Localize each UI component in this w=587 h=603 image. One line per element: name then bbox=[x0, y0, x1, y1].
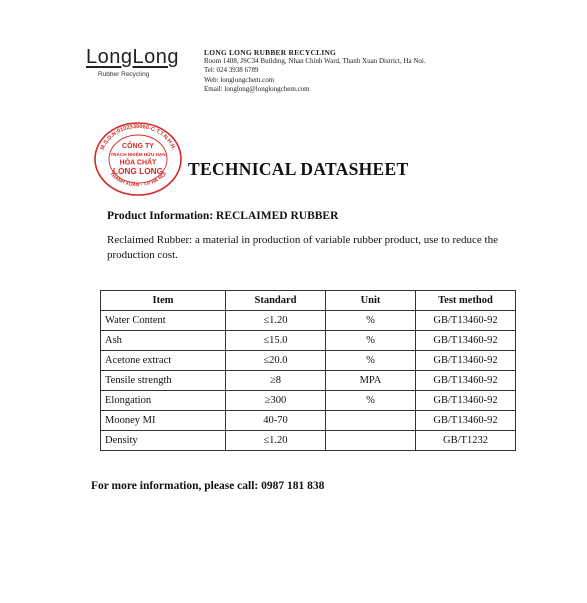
cell-unit: % bbox=[326, 331, 416, 351]
table-row bbox=[101, 431, 516, 451]
logo-wordmark bbox=[86, 46, 181, 68]
logo-word-second: Long bbox=[132, 46, 179, 68]
product-info-heading: Product Information: RECLAIMED RUBBER bbox=[107, 210, 339, 222]
cell-item: Density bbox=[101, 431, 226, 451]
cell-standard: ≤1.20 bbox=[226, 431, 326, 451]
header-standard: Standard bbox=[226, 291, 326, 311]
cell-test-method: GB/T13460-92 bbox=[416, 371, 516, 391]
logo-subtitle: Rubber Recycling bbox=[98, 71, 150, 78]
company-email: Email: longlong@longlongchem.com bbox=[204, 84, 310, 93]
company-name: LONG LONG RUBBER RECYCLING bbox=[204, 48, 337, 57]
cell-unit: % bbox=[326, 311, 416, 331]
table-row bbox=[101, 371, 516, 391]
table-header-row bbox=[101, 291, 516, 311]
cell-standard: ≤15.0 bbox=[226, 331, 326, 351]
company-stamp bbox=[93, 121, 183, 196]
cell-item: Ash bbox=[101, 331, 226, 351]
logo-word-first: Long bbox=[86, 46, 133, 68]
company-tel: Tel: 024 3938 6789 bbox=[204, 66, 259, 75]
cell-unit: MPA bbox=[326, 371, 416, 391]
cell-standard: 40-70 bbox=[226, 411, 326, 431]
cell-standard: ≥300 bbox=[226, 391, 326, 411]
stamp-line-3: HÓA CHẤT bbox=[119, 159, 157, 167]
stamp-line-1: CÔNG TY bbox=[122, 143, 154, 150]
company-logo bbox=[86, 46, 181, 78]
table-row bbox=[101, 391, 516, 411]
header-test-method: Test method bbox=[416, 291, 516, 311]
cell-item: Acetone extract bbox=[101, 351, 226, 371]
cell-test-method: GB/T13460-92 bbox=[416, 411, 516, 431]
header-item: Item bbox=[101, 291, 226, 311]
cell-item: Mooney MI bbox=[101, 411, 226, 431]
cell-standard: ≤20.0 bbox=[226, 351, 326, 371]
cell-item: Tensile strength bbox=[101, 371, 226, 391]
cell-unit: % bbox=[326, 391, 416, 411]
company-info bbox=[204, 48, 426, 94]
stamp-ring-bottom: THANH XUÂN - T.P HÀ NỘI bbox=[108, 171, 168, 189]
cell-test-method: GB/T13460-92 bbox=[416, 331, 516, 351]
cell-standard: ≤1.20 bbox=[226, 311, 326, 331]
company-web: Web: longlongchem.com bbox=[204, 75, 275, 84]
cell-standard: ≥8 bbox=[226, 371, 326, 391]
product-description: Reclaimed Rubber: a material in production of variable rubber product, use to reduce the production cost. bbox=[107, 234, 498, 261]
cell-item: Elongation bbox=[101, 391, 226, 411]
cell-unit bbox=[326, 411, 416, 431]
table-row bbox=[101, 331, 516, 351]
company-address: Room 1408, JSC34 Building, Nhan Chinh Ward, Thanh Xuan District, Ha Noi. bbox=[204, 57, 426, 66]
cell-test-method: GB/T13460-92 bbox=[416, 391, 516, 411]
cell-item: Water Content bbox=[101, 311, 226, 331]
stamp-ring-top: M.S.D.N:0102330060-C.T.T.N.H.H. bbox=[99, 123, 177, 151]
cell-unit bbox=[326, 431, 416, 451]
table-row bbox=[101, 311, 516, 331]
stamp-line-2: TRÁCH NHIỆM HỮU HẠN bbox=[110, 152, 166, 157]
cell-unit: % bbox=[326, 351, 416, 371]
header-unit: Unit bbox=[326, 291, 416, 311]
stamp-line-4: LONG LONG bbox=[112, 166, 164, 176]
table-row bbox=[101, 411, 516, 431]
cell-test-method: GB/T1232 bbox=[416, 431, 516, 451]
scan-smudge: · · · bbox=[275, 548, 286, 555]
document-title: TECHNICAL DATASHEET bbox=[188, 159, 409, 179]
table-row bbox=[101, 351, 516, 371]
scan-smudge: ·: · · bbox=[290, 462, 303, 469]
cell-test-method: GB/T13460-92 bbox=[416, 351, 516, 371]
cell-test-method: GB/T13460-92 bbox=[416, 311, 516, 331]
contact-line: For more information, please call: 0987 181 838 bbox=[91, 480, 325, 492]
spec-table bbox=[100, 290, 516, 451]
